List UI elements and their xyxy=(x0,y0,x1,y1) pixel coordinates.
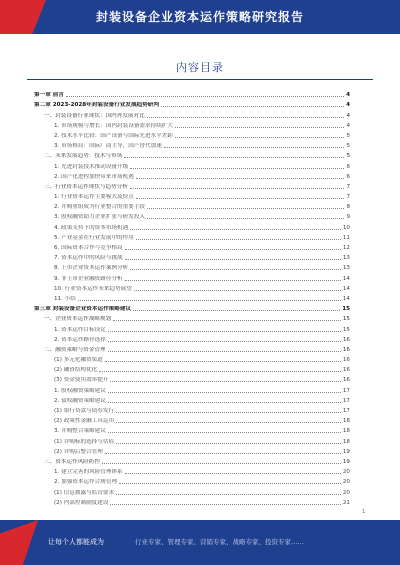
toc-leader-dots xyxy=(105,361,341,362)
toc-leader-dots xyxy=(108,402,341,403)
toc-entry-text: (2) 融资结构优化 xyxy=(54,367,98,374)
toc-leader-dots xyxy=(110,381,340,382)
toc-entry-text: 7. 资本运作中的风险与挑战 xyxy=(54,255,123,262)
toc-entry-page: 20 xyxy=(342,489,350,496)
toc-entry[interactable] xyxy=(34,119,350,129)
toc-entry-text: 第二章 2023-2028年封装设备行业发展趋势研判 xyxy=(34,102,159,109)
toc-leader-dots xyxy=(130,269,341,270)
toc-entry-page: 16 xyxy=(342,336,350,343)
toc-entry[interactable] xyxy=(34,210,350,220)
toc-leader-dots xyxy=(136,239,341,240)
toc-entry-text: (2) 政策性金融工具运用 xyxy=(54,418,115,425)
toc-entry-text: 5. 产业基金在行业发展中的作用 xyxy=(54,234,134,241)
toc-entry-page: 9 xyxy=(346,214,350,221)
toc-entry-page: 5 xyxy=(346,153,350,160)
toc-entry-text: (1) 银行贷款与债券发行 xyxy=(54,408,115,414)
toc-entry-page: 17 xyxy=(342,387,350,394)
toc-leader-dots xyxy=(175,127,344,128)
toc-entry-page: 16 xyxy=(342,346,350,353)
toc-entry-page: 17 xyxy=(342,397,350,404)
toc-entry-page: 16 xyxy=(342,357,350,364)
toc-entry-text: (2) 并购后整合管理 xyxy=(54,448,103,455)
toc-entry[interactable] xyxy=(34,251,350,261)
toc-entry[interactable] xyxy=(34,170,350,180)
toc-entry-page: 15 xyxy=(342,316,350,323)
toc-leader-dots xyxy=(124,157,344,158)
toc-entry-text: 二、未来发展趋势：技术与市场 xyxy=(44,153,123,160)
toc-entry-text: (2) 内部控制制度建设 xyxy=(54,499,109,506)
toc-entry-text: (1) 信息披露与监管要求 xyxy=(54,489,115,496)
toc-leader-dots xyxy=(116,443,341,444)
toc-entry-page: 17 xyxy=(342,408,350,414)
toc-entry-text: 6. 国际资本合作与竞争格局 xyxy=(54,245,123,251)
toc-entry[interactable] xyxy=(34,434,350,444)
toc-leader-dots xyxy=(147,208,344,209)
toc-entry-text: 2. 债权融资策略建议 xyxy=(54,397,106,404)
toc-leader-dots xyxy=(119,483,341,484)
toc-entry-page: 11 xyxy=(342,234,350,241)
toc-entry[interactable] xyxy=(34,353,350,363)
toc-entry[interactable] xyxy=(34,88,350,98)
toc-leader-dots xyxy=(108,432,341,433)
toc-entry[interactable] xyxy=(34,496,350,506)
toc-leader-dots xyxy=(116,422,341,423)
report-header xyxy=(0,0,400,34)
toc-leader-dots xyxy=(66,96,344,97)
toc-entry[interactable] xyxy=(34,292,350,302)
toc-leader-dots xyxy=(108,331,341,332)
toc-entry-text: 1. 市场规模与增长：国内封装设备需求持续扩大 xyxy=(54,122,173,129)
toc-leader-dots xyxy=(147,117,345,118)
toc-entry-text: (1) 并购标的选择与估值 xyxy=(54,438,115,445)
footer-slogan: 让每个人都能成为 xyxy=(48,538,104,546)
toc-entry-text: 第一章 前言 xyxy=(34,92,64,99)
toc-entry[interactable] xyxy=(34,261,350,271)
toc-entry[interactable] xyxy=(34,129,350,139)
toc-entry-page: 16 xyxy=(342,367,350,374)
toc-entry-text: 一、封装设备行业现状：国内外发展对比 xyxy=(44,112,145,119)
toc-entry[interactable] xyxy=(34,333,350,343)
toc-entry-page: 15 xyxy=(342,326,350,333)
toc-leader-dots xyxy=(105,453,341,454)
toc-entry-page: 12 xyxy=(342,245,350,251)
toc-entry-text: 1. 资本运作目标设定 xyxy=(54,326,106,333)
toc-entry-page: 18 xyxy=(342,438,350,445)
footer-red-accent xyxy=(0,520,38,565)
toc-entry[interactable] xyxy=(34,159,350,169)
toc-leader-dots xyxy=(108,392,341,393)
toc-entry-page: 6 xyxy=(346,173,350,180)
toc-entry-text: 8. 上市企业资本运作案例分析 xyxy=(54,265,129,272)
toc-leader-dots xyxy=(102,463,341,464)
toc-entry[interactable] xyxy=(34,475,350,485)
toc-entry[interactable] xyxy=(34,465,350,475)
toc-entry-text: (1) 多元化融资渠道 xyxy=(54,357,103,364)
toc-entry-text: 1. 建立完善的风险管理体系 xyxy=(54,469,123,476)
toc-entry-page: 14 xyxy=(342,285,350,292)
toc-entry-page: 7 xyxy=(346,194,350,201)
toc-leader-dots xyxy=(175,137,344,138)
toc-entry-text: 10. 行业资本运作未来趋势展望 xyxy=(54,285,132,292)
toc-entry[interactable] xyxy=(34,149,350,159)
toc-entry-page: 18 xyxy=(342,418,350,425)
toc-entry[interactable] xyxy=(34,282,350,292)
toc-entry[interactable] xyxy=(34,383,350,393)
toc-entry-text: 一、企业资本运作战略规划 xyxy=(44,316,112,323)
toc-leader-dots xyxy=(116,494,341,495)
toc-entry[interactable] xyxy=(34,485,350,495)
toc-entry-page: 13 xyxy=(342,265,350,272)
toc-entry-text: 2. 技术水平比较：国产设备与国际先进水平差距 xyxy=(54,132,173,139)
toc-entry-page: 18 xyxy=(342,428,350,435)
toc-entry[interactable] xyxy=(34,424,350,434)
toc-entry[interactable] xyxy=(34,98,350,108)
toc-entry-text: 2. 并购重组成为行业整合的重要手段 xyxy=(54,204,146,211)
toc-leader-dots xyxy=(125,280,341,281)
toc-leader-dots xyxy=(125,249,341,250)
toc-entry-page: 15 xyxy=(342,306,350,313)
toc-leader-dots xyxy=(99,371,341,372)
page-number: 1 xyxy=(362,509,366,515)
toc-leader-dots xyxy=(78,300,341,301)
toc-entry-page: 4 xyxy=(346,102,350,109)
toc-leader-dots xyxy=(125,259,341,260)
toc-entry[interactable] xyxy=(34,394,350,404)
toc-entry-page: 19 xyxy=(342,448,350,455)
toc-entry-text: 三、行业资本运作现状与趋势分析 xyxy=(44,183,128,190)
toc-entry-page: 7 xyxy=(346,183,350,190)
toc-entry-text: 1. 行业资本运作主要模式及特点 xyxy=(54,194,134,201)
toc-entry-text: 11. 小结 xyxy=(54,295,76,302)
toc-entry-page: 5 xyxy=(346,132,350,139)
toc-entry[interactable] xyxy=(34,220,350,230)
toc-entry-page: 4 xyxy=(346,112,350,119)
footer-tags: 行业专家、管理专家、营销专家、战略专家、投资专家…… xyxy=(135,538,304,546)
toc-entry[interactable] xyxy=(34,343,350,353)
toc-entry-page: 4 xyxy=(346,92,350,99)
toc-entry[interactable] xyxy=(34,231,350,241)
toc-entry-page: 4 xyxy=(346,122,350,129)
toc-entry[interactable] xyxy=(34,190,350,200)
toc-title: 内容目录 xyxy=(176,61,224,74)
toc-entry-page: 14 xyxy=(342,295,350,302)
toc-entry-text: 3. 市场格局：国际厂商主导，国产替代加速 xyxy=(54,143,162,150)
toc-leader-dots xyxy=(136,198,345,199)
toc-entry[interactable] xyxy=(34,414,350,424)
toc-entry-text: 2. 国产化进程加快带来市场机遇 xyxy=(54,173,134,180)
toc-leader-dots xyxy=(125,473,341,474)
toc-leader-dots xyxy=(147,218,344,219)
toc-entry-text: 2. 加强资本运作合规管理 xyxy=(54,479,118,486)
toc-entry[interactable] xyxy=(34,322,350,332)
toc-entry[interactable] xyxy=(34,312,350,322)
toc-entry[interactable] xyxy=(34,200,350,210)
toc-entry[interactable] xyxy=(34,445,350,455)
toc-entry[interactable] xyxy=(34,455,350,465)
toc-leader-dots xyxy=(134,290,341,291)
toc-entry[interactable] xyxy=(34,404,350,414)
toc-entry-page: 19 xyxy=(342,458,350,465)
table-of-contents xyxy=(34,88,350,506)
toc-entry[interactable] xyxy=(34,139,350,149)
toc-entry-page: 8 xyxy=(346,204,350,211)
toc-entry-text: 3. 并购整合策略建议 xyxy=(54,428,106,435)
toc-leader-dots xyxy=(110,504,340,505)
toc-entry[interactable] xyxy=(34,241,350,251)
toc-leader-dots xyxy=(108,351,341,352)
toc-entry-page: 16 xyxy=(342,377,350,384)
toc-entry-text: 1. 股权融资策略建议 xyxy=(54,387,106,394)
toc-leader-dots xyxy=(108,341,341,342)
toc-leader-dots xyxy=(133,310,340,311)
toc-entry[interactable] xyxy=(34,271,350,281)
toc-leader-dots xyxy=(130,168,344,169)
toc-entry-page: 13 xyxy=(342,255,350,262)
toc-entry-text: 二、融资策略与资金管理 xyxy=(44,346,106,353)
toc-entry-page: 21 xyxy=(342,499,350,506)
toc-leader-dots xyxy=(161,106,344,107)
toc-leader-dots xyxy=(130,188,345,189)
toc-entry-page: 20 xyxy=(342,479,350,486)
toc-entry-page: 20 xyxy=(342,469,350,476)
toc-entry-page: 14 xyxy=(342,275,350,282)
report-footer xyxy=(0,520,400,565)
toc-leader-dots xyxy=(113,320,341,321)
toc-entry-page: 5 xyxy=(346,143,350,150)
report-title: 封装设备企业资本运作策略研究报告 xyxy=(95,10,304,24)
toc-entry[interactable] xyxy=(34,373,350,383)
toc-entry-page: 6 xyxy=(346,163,350,170)
toc-entry-text: 2. 资本运作路径选择 xyxy=(54,336,106,343)
toc-leader-dots xyxy=(116,412,341,413)
toc-leader-dots xyxy=(130,229,341,230)
toc-entry-page: 10 xyxy=(342,224,350,231)
toc-entry[interactable] xyxy=(34,302,350,312)
toc-entry-text: 4. 政策支持下的资本市场机遇 xyxy=(54,224,129,231)
toc-leader-dots xyxy=(136,178,345,179)
toc-entry-text: 三、资本运作风险防控 xyxy=(44,458,100,465)
toc-leader-dots xyxy=(164,147,345,148)
toc-entry-text: (3) 资金使用效率提升 xyxy=(54,377,109,384)
toc-entry-text: 1. 先进封装技术推动设备升级 xyxy=(54,163,129,170)
toc-entry-text: 第三章 封装设备企业资本运作策略建议 xyxy=(34,306,132,313)
toc-entry-text: 9. 非上市企业融资路径分析 xyxy=(54,275,123,282)
toc-entry[interactable] xyxy=(34,180,350,190)
toc-entry[interactable] xyxy=(34,108,350,118)
toc-divider xyxy=(27,79,373,80)
toc-entry-text: 3. 股权融资助力企业扩张与研发投入 xyxy=(54,214,146,221)
toc-entry[interactable] xyxy=(34,363,350,373)
